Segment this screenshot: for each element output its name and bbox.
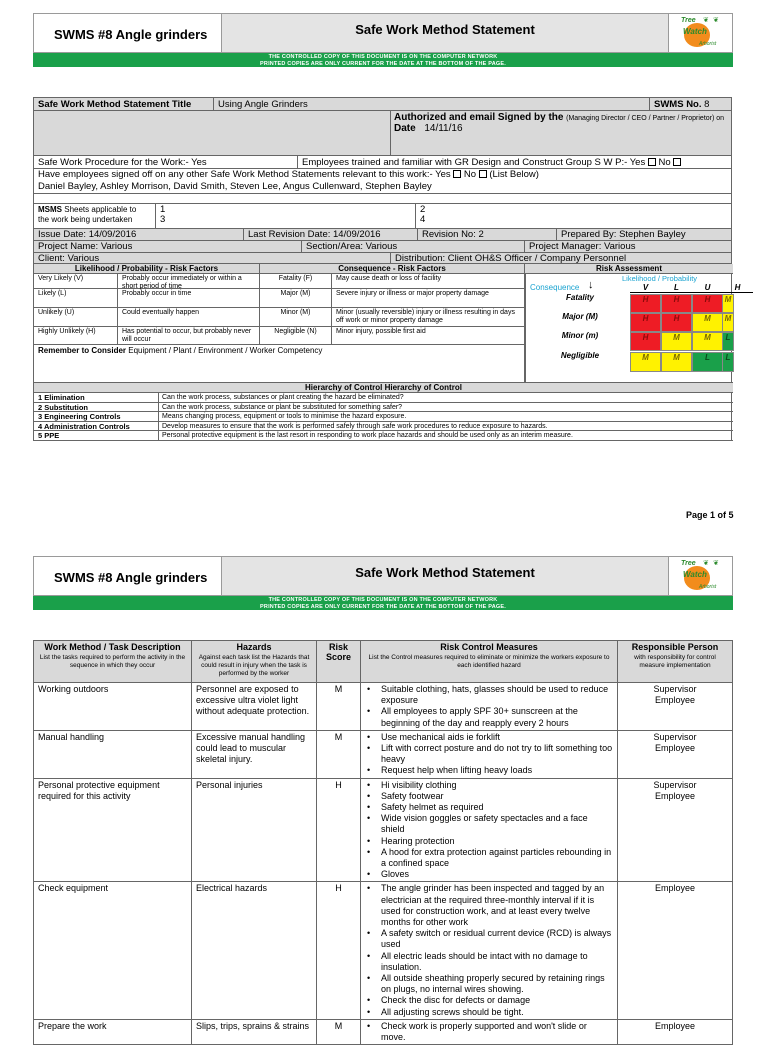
likelihood-desc: Probably occur in time bbox=[118, 289, 260, 308]
risk-score-cell: M bbox=[317, 730, 361, 778]
swms-no-label: SWMS No. bbox=[654, 99, 702, 110]
responsible-person: Supervisor bbox=[653, 731, 697, 742]
matrix-cell: M bbox=[722, 294, 734, 313]
leaf-icon: ❦ bbox=[713, 559, 719, 567]
control-item: • All outside sheathing properly secured by retaining rings on plugs, no internal wires showing. bbox=[365, 973, 613, 995]
responsible-person: Supervisor bbox=[653, 779, 697, 790]
column-header bbox=[192, 641, 317, 683]
remember-text: Equipment / Plant / Environment / Worker Competency bbox=[128, 346, 323, 355]
control-item: • Request help when lifting heavy loads bbox=[365, 765, 613, 776]
signed-off-no: No bbox=[463, 169, 477, 180]
column-subtitle: List the tasks required to perform the activity in the sequence in which they occur bbox=[39, 654, 186, 669]
issue-date: Issue Date: 14/09/2016 bbox=[34, 229, 244, 240]
likelihood-desc: Could eventually happen bbox=[118, 308, 260, 327]
consequence-desc: Minor injury, possible first aid bbox=[332, 327, 525, 345]
title-row bbox=[34, 98, 731, 111]
msms-sheet-4: 4 bbox=[420, 214, 426, 225]
matrix-top-label: Likelihood / Probability bbox=[622, 274, 698, 283]
responsible-cell bbox=[618, 778, 733, 882]
doc-title: Safe Work Method Statement bbox=[222, 14, 668, 52]
auth-label: Authorized and email Signed by the bbox=[394, 112, 564, 123]
remember-label: Remember to Consider bbox=[38, 346, 127, 355]
doc-code: SWMS #8 Angle grinders bbox=[34, 557, 222, 595]
risk-matrix bbox=[525, 274, 741, 382]
control-item: • Check the disc for defects or damage bbox=[365, 995, 613, 1006]
column-title: Responsible Person bbox=[631, 642, 719, 652]
task-cell: Check equipment bbox=[34, 882, 192, 1019]
matrix-col-label: V bbox=[630, 283, 661, 293]
column-subtitle: Against each task list the Hazards that could result in injury when the task is performed by the worker bbox=[198, 654, 310, 677]
risk-score-cell: H bbox=[317, 778, 361, 882]
responsible-person: Employee bbox=[654, 1020, 696, 1031]
control-item: • All employees to apply SPF 30+ sunscreen at the beginning of the day and reapply every 2 hours bbox=[365, 706, 613, 728]
leaf-icon: ❦ bbox=[703, 16, 709, 24]
likelihood-desc: Probably occur immediately or within a short period of time bbox=[118, 274, 260, 289]
matrix-cell: M bbox=[630, 352, 661, 372]
matrix-col-label: U bbox=[692, 283, 723, 293]
page1-header bbox=[33, 13, 733, 65]
matrix-col-label: H bbox=[722, 283, 753, 293]
responsible-person: Supervisor bbox=[653, 684, 697, 694]
work-method-table bbox=[33, 640, 732, 1045]
hierarchy-desc: Means changing process, equipment or tools to minimise the hazard exposure. bbox=[159, 412, 733, 422]
matrix-cell: H bbox=[661, 294, 692, 313]
matrix-cell: L bbox=[722, 332, 734, 351]
likelihood-heading: Likelihood / Probability - Risk Factors bbox=[34, 264, 260, 274]
control-item: • Check work is properly supported and won't slide or move. bbox=[365, 1021, 613, 1043]
logo-text-2: Watch bbox=[683, 27, 707, 36]
control-item: • A hood for extra protection against particles rebounding in a confined space bbox=[365, 847, 613, 869]
msms-sheet-2: 2 bbox=[420, 204, 426, 215]
control-item: • All adjusting screws should be tight. bbox=[365, 1007, 613, 1018]
checkbox-icon[interactable] bbox=[479, 170, 487, 178]
client: Client: Various bbox=[34, 253, 391, 263]
hierarchy-desc: Can the work process, substances or plant creating the hazard be eliminated? bbox=[159, 393, 733, 403]
leaf-icon: ❦ bbox=[713, 16, 719, 24]
task-cell: Working outdoors bbox=[34, 683, 192, 731]
responsible-cell bbox=[618, 882, 733, 1019]
auth-date-value: 14/11/16 bbox=[424, 123, 463, 134]
column-title: Risk Score bbox=[325, 642, 351, 662]
matrix-cell: H bbox=[630, 332, 661, 351]
controlled-copy-notice: THE CONTROLLED COPY OF THIS DOCUMENT IS ON THE COMPUTER NETWORK PRINTED COPIES ARE ONLY CURRENT FOR THE DATE AT THE BOTTOM OF THE PAGE. bbox=[33, 596, 733, 610]
matrix-row-label: Minor (m) bbox=[561, 331, 599, 340]
controls-cell bbox=[361, 882, 618, 1019]
likelihood-name: Highly Unlikely (H) bbox=[34, 327, 118, 345]
matrix-cell: L bbox=[722, 352, 734, 372]
risk-block bbox=[34, 264, 741, 382]
hierarchy-desc: Can the work process, substance or plant be substituted for something safer? bbox=[159, 403, 733, 413]
hierarchy-desc: Personal protective equipment is the last resort in responding to work place hazards and should be used only as an interim measure. bbox=[159, 431, 733, 441]
column-header bbox=[34, 641, 192, 683]
page2-header bbox=[33, 556, 733, 608]
control-item: • A safety switch or residual current device (RCD) is always used bbox=[365, 928, 613, 950]
responsible-person: Employee bbox=[654, 790, 696, 801]
hierarchy-name: 5 PPE bbox=[34, 431, 159, 441]
controls-cell bbox=[361, 1019, 618, 1044]
controls-list bbox=[365, 732, 613, 777]
risk-score-cell: H bbox=[317, 882, 361, 1019]
matrix-cell: M bbox=[722, 313, 734, 332]
logo-text-1: Tree bbox=[681, 560, 696, 567]
hazard-cell: Electrical hazards bbox=[192, 882, 317, 1019]
swp-text: Safe Work Procedure for the Work:- Yes bbox=[38, 157, 207, 168]
employees-trained: Employees trained and familiar with GR Design and Construct Group S W P:- Yes bbox=[302, 157, 646, 168]
project-name: Project Name: Various bbox=[34, 241, 302, 252]
consequence-desc: Minor (usually reversible) injury or illness resulting in days off work or minor property damage bbox=[332, 308, 525, 327]
project-row bbox=[34, 241, 731, 253]
responsible-cell bbox=[618, 683, 733, 731]
control-item: • Hearing protection bbox=[365, 836, 613, 847]
checkbox-icon[interactable] bbox=[648, 158, 656, 166]
matrix-cell: M bbox=[692, 313, 723, 332]
employee-names: Daniel Bayley, Ashley Morrison, David Smith, Steven Lee, Angus Cullenward, Stephen Bayley bbox=[38, 181, 432, 192]
consequence-name: Fatality (F) bbox=[260, 274, 332, 289]
last-revision-date: Last Revision Date: 14/09/2016 bbox=[244, 229, 418, 240]
column-title: Risk Control Measures bbox=[440, 642, 538, 652]
matrix-cell: L bbox=[692, 352, 723, 372]
controls-cell bbox=[361, 683, 618, 731]
company-logo bbox=[668, 14, 732, 52]
column-title: Work Method / Task Description bbox=[44, 642, 181, 652]
control-item: • Wide vision goggles or safety spectacles and a face shield bbox=[365, 813, 613, 835]
column-header bbox=[317, 641, 361, 683]
control-item: • Use mechanical aids ie forklift bbox=[365, 732, 613, 743]
doc-code: SWMS #8 Angle grinders bbox=[34, 14, 222, 52]
table-row bbox=[34, 882, 733, 1019]
logo-text-1: Tree bbox=[681, 17, 696, 24]
msms-row bbox=[34, 204, 731, 229]
table-header-row bbox=[34, 641, 733, 683]
table-row bbox=[34, 683, 733, 731]
hierarchy-name: 2 Substitution bbox=[34, 403, 159, 413]
msms-text-2: the work being undertaken bbox=[38, 215, 133, 224]
consequence-desc: May cause death or loss of facility bbox=[332, 274, 525, 289]
signed-off-row bbox=[34, 169, 731, 194]
hierarchy-heading: Hierarchy of Control Hierarchy of Control bbox=[34, 382, 733, 393]
matrix-cell: H bbox=[630, 294, 661, 313]
hazard-cell: Slips, trips, sprains & strains bbox=[192, 1019, 317, 1044]
likelihood-name: Very Likely (V) bbox=[34, 274, 118, 289]
likelihood-name: Likely (L) bbox=[34, 289, 118, 308]
leaf-icon: ❦ bbox=[703, 559, 709, 567]
column-subtitle: with responsibility for control measure implementation bbox=[634, 654, 716, 669]
hazard-cell: Excessive manual handling could lead to muscular skeletal injury. bbox=[192, 730, 317, 778]
responsible-cell bbox=[618, 730, 733, 778]
table-row bbox=[34, 778, 733, 882]
matrix-side-label: Consequence bbox=[530, 283, 580, 292]
swms-title-value: Using Angle Grinders bbox=[218, 99, 308, 110]
likelihood-name: Unlikely (U) bbox=[34, 308, 118, 327]
logo-text-2: Watch bbox=[683, 570, 707, 579]
auth-date-label: Date bbox=[394, 123, 416, 134]
control-item: • Suitable clothing, hats, glasses should be used to reduce exposure bbox=[365, 684, 613, 706]
column-header bbox=[361, 641, 618, 683]
prepared-by: Prepared By: Stephen Bayley bbox=[561, 229, 686, 240]
risk-score-cell: M bbox=[317, 1019, 361, 1044]
matrix-cell: H bbox=[630, 313, 661, 332]
hazard-cell: Personal injuries bbox=[192, 778, 317, 882]
client-row bbox=[34, 253, 731, 264]
controls-list bbox=[365, 1021, 613, 1043]
revision-no: Revision No: 2 bbox=[418, 229, 557, 240]
msms-label: MSMS bbox=[38, 205, 62, 214]
control-item: • Lift with correct posture and do not try to lift something too heavy bbox=[365, 743, 613, 765]
table-row bbox=[34, 730, 733, 778]
company-logo bbox=[668, 557, 732, 595]
matrix-cell: M bbox=[661, 332, 692, 351]
control-item: • Safety helmet as required bbox=[365, 802, 613, 813]
down-arrow-icon: ↓ bbox=[588, 279, 594, 291]
swms-no-value: 8 bbox=[704, 99, 710, 110]
hierarchy-name: 4 Administration Controls bbox=[34, 422, 159, 432]
consequence-heading: Consequence - Risk Factors bbox=[260, 264, 525, 274]
risk-score-cell: M bbox=[317, 683, 361, 731]
control-item: • Safety footwear bbox=[365, 791, 613, 802]
controls-list bbox=[365, 684, 613, 729]
msms-sheet-1: 1 bbox=[160, 204, 166, 215]
matrix-cell: H bbox=[661, 313, 692, 332]
employees-trained-no: No bbox=[658, 157, 671, 168]
column-header bbox=[618, 641, 733, 683]
column-subtitle: List the Control measures required to eliminate or minimize the workers exposure to each identified hazard bbox=[368, 654, 610, 669]
task-cell: Personal protective equipment required for this activity bbox=[34, 778, 192, 882]
project-manager: Project Manager: Various bbox=[529, 241, 636, 252]
hazard-cell: Personnel are exposed to excessive ultra violet light without adequate protection. bbox=[192, 683, 317, 731]
responsible-person: Employee bbox=[654, 883, 696, 894]
task-cell: Prepare the work bbox=[34, 1019, 192, 1044]
swms-form bbox=[33, 97, 741, 441]
column-title: Hazards bbox=[236, 642, 272, 652]
revision-row bbox=[34, 229, 731, 241]
matrix-row-label: Negligible bbox=[560, 351, 600, 360]
consequence-name: Minor (M) bbox=[260, 308, 332, 327]
matrix-col-label: L bbox=[661, 283, 692, 293]
controls-list bbox=[365, 780, 613, 881]
auth-roles: (Managing Director / CEO / Partner / Proprietor) on bbox=[566, 115, 725, 122]
signed-off-tail: (List Below) bbox=[489, 169, 539, 180]
hierarchy-name: 3 Engineering Controls bbox=[34, 412, 159, 422]
consequence-name: Major (M) bbox=[260, 289, 332, 308]
responsible-person: Employee bbox=[654, 695, 696, 705]
hierarchy-desc: Develop measures to ensure that the work is performed safely through safe work procedures to reduce exposure to hazards. bbox=[159, 422, 733, 432]
checkbox-icon[interactable] bbox=[673, 158, 681, 166]
controls-cell bbox=[361, 778, 618, 882]
controls-list bbox=[365, 883, 613, 1017]
matrix-cell: M bbox=[692, 332, 723, 351]
swms-title-label: Safe Work Method Statement Title bbox=[38, 99, 192, 110]
control-item: • Hi visibility clothing bbox=[365, 780, 613, 791]
logo-text-3: Arborist bbox=[699, 584, 717, 590]
responsible-person: Employee bbox=[654, 742, 696, 753]
likelihood-desc: Has potential to occur, but probably never will occur bbox=[118, 327, 260, 345]
controls-cell bbox=[361, 730, 618, 778]
table-row bbox=[34, 1019, 733, 1044]
checkbox-icon[interactable] bbox=[453, 170, 461, 178]
logo-text-3: Arborist bbox=[699, 41, 717, 47]
doc-title: Safe Work Method Statement bbox=[222, 557, 668, 595]
matrix-row-label: Major (M) bbox=[562, 312, 598, 321]
swp-row bbox=[34, 156, 731, 169]
msms-sheet-3: 3 bbox=[160, 214, 166, 225]
hierarchy-name: 1 Elimination bbox=[34, 393, 159, 403]
matrix-cell: H bbox=[692, 294, 723, 313]
distribution: Distribution: Client OH&S Officer / Company Personnel bbox=[395, 253, 627, 264]
msms-text-1: Sheets applicable to bbox=[64, 205, 137, 214]
consequence-name: Negligible (N) bbox=[260, 327, 332, 345]
matrix-row-label: Fatality bbox=[565, 293, 594, 302]
responsible-cell bbox=[618, 1019, 733, 1044]
remember-row bbox=[34, 345, 525, 382]
matrix-cell: M bbox=[661, 352, 692, 372]
control-item: • All electric leads should be intact with no damage to insulation. bbox=[365, 951, 613, 973]
page-number: Page 1 of 5 bbox=[686, 510, 734, 520]
task-cell: Manual handling bbox=[34, 730, 192, 778]
assessment-heading: Risk Assessment bbox=[525, 264, 733, 274]
consequence-desc: Severe injury or illness or major property damage bbox=[332, 289, 525, 308]
section-area: Section/Area: Various bbox=[302, 241, 525, 252]
controlled-copy-notice: THE CONTROLLED COPY OF THIS DOCUMENT IS ON THE COMPUTER NETWORK PRINTED COPIES ARE ONLY CURRENT FOR THE DATE AT THE BOTTOM OF THE PAGE. bbox=[33, 53, 733, 67]
authorization-row bbox=[34, 111, 731, 156]
signed-off-text: Have employees signed off on any other Safe Work Method Statements relevant to this work:- Yes bbox=[38, 169, 451, 180]
control-item: • The angle grinder has been inspected and tagged by an electrician at the required three-monthly interval if it is used for construction work, and at least every twelve months for other work bbox=[365, 883, 613, 928]
control-item: • Gloves bbox=[365, 869, 613, 880]
